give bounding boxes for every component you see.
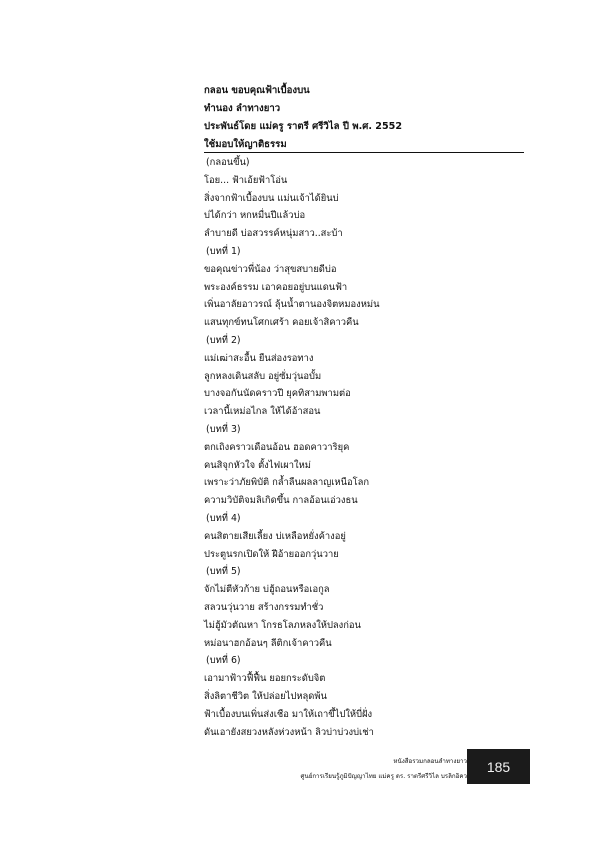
poem-line: พระองค์ธรรม เอาคอยอยู่บนแดนฟ้า (204, 281, 348, 293)
poem-line: ฟ้าเบื้องบนเพิ่นส่งเชือ มาให้เถาขึ้ไปให้บี่ฝั่ง (204, 708, 373, 720)
poem-line: จักไม่ตีหัวก้าย บ่ฮู้ถอนหรือเอกูล (204, 584, 330, 596)
poem-line: คนสิตายเสียเลี้ยง บ่เหลือหยั่งค้างอยู่ (204, 530, 346, 542)
poem-line: สิ่งจากฟ้าเบื้องบน แม่นเจ้าได้ยินบ่ (204, 192, 339, 204)
stanza-heading: (บทที่ 6) (206, 655, 241, 667)
stanza-heading: (บทที่ 2) (206, 334, 241, 346)
poem-line: เพราะว่าภัยพิบัติ กล้ำลืนผลลาญเหนือโลก (204, 477, 370, 489)
poem-line: ลูกหลงเดินสลับ อยู่ซั่มวุ่นอบั้ม (204, 370, 322, 382)
header-divider (204, 152, 524, 153)
stanza-heading: (บทที่ 3) (206, 423, 241, 435)
poem-author: ประพันธ์โดย แม่ครู ราตรี ศรีวิไล ปี พ.ศ. 2552 (204, 121, 403, 133)
poem-dedication: ใช้มอบให้ญาติธรรม (204, 139, 287, 151)
poem-line: ไม่ฮู้มัวตัณหา โกรธโลภหลงให้ปลงก่อน (204, 619, 361, 631)
poem-header (204, 82, 524, 154)
poem-line: ดันเอายังสยวงหลังห่วงหน้า ลิวบ่าบ่วงบ่เช่า (204, 726, 374, 738)
poem-title: กลอน ขอบคุณฟ้าเบื้องบน (204, 85, 310, 96)
page-number-box (467, 749, 530, 784)
footer-book-title: หนังสือรวมกลอนลำทางยาว (393, 758, 467, 765)
poem-body (204, 154, 524, 741)
poem-line: ขอคุณข่าวพี่น้อง ว่าสุขสบายดีบ่อ (204, 263, 337, 275)
poem-line: คนสิจุกหัวใจ ตั้งไฟเผาใหม่ (204, 459, 311, 471)
poem-melody: ทำนอง ลำทางยาว (204, 103, 281, 115)
poem-line: แสนทุกข์ทนโศกเศร้า คอยเจ้าสิคาวคืน (204, 317, 359, 329)
poem-line: สิ่งลิตาชีวิต ให้ปล่อยไปหลุดพ้น (204, 690, 327, 702)
footer-institution: ศูนย์การเรียนรู้ภูมิปัญญาไทย แม่ครู ดร. ราตรีศรีวิไล บรลิกอิคว (300, 772, 467, 780)
stanza-heading: (บทที่ 1) (206, 245, 241, 257)
stanza-heading: (บทที่ 4) (206, 512, 241, 524)
poem-line: ความวิบัติจมลิเกิดขึ้น กาลอ้อนเอ่วงธน (204, 495, 358, 507)
poem-line: โอย... ฟ้าเอ้ยฟ้าโอ่น (204, 174, 288, 186)
poem-line: บ่ได้กว่า หกหมื่นปีแล้วบ่อ (204, 210, 306, 222)
poem-line: ลำบายดี บ่อสวรรค์หนุ่มสาว..สะบ้า (204, 228, 343, 240)
page-footer (301, 755, 467, 784)
poem-line: บางจอกันนัดคราวปี ยุคทิสามพามต่อ (204, 388, 351, 400)
poem-line: เอามาฟ้าวฟื้ฟื้น ยอยกระดับจิต (204, 673, 326, 685)
stanza-heading: (บทที่ 5) (206, 566, 241, 578)
poem-line: เพิ่นอาลัยอาวรณ์ ลุ้นน้ำตานองจิตหมองหม่น (204, 299, 380, 311)
poem-line: ตกเถิงคราวเดือนอ้อน ฮอดคาวาริยุค (204, 441, 350, 453)
stanza-heading: (กลอนขึ้น) (206, 157, 250, 168)
poem-line: แม่เฒ่าสะอื้น ยืนส่องรอทาง (204, 352, 314, 364)
poem-line: ประตูนรกเปิดให้ ฝีอ้ายออกวุ่นวาย (204, 548, 339, 560)
poem-line: เวลานี้เหม่อไกล ให้ได้อ้าสอน (204, 406, 321, 418)
poem-line: สลวนวุ่นวาย สร้างกรรมทำชั่ว (204, 601, 324, 613)
poem-line: หม่อนาฮกอ้อนๆ ลีติกเจ้าคาวคืน (204, 637, 332, 649)
page-number: 185 (486, 758, 511, 775)
